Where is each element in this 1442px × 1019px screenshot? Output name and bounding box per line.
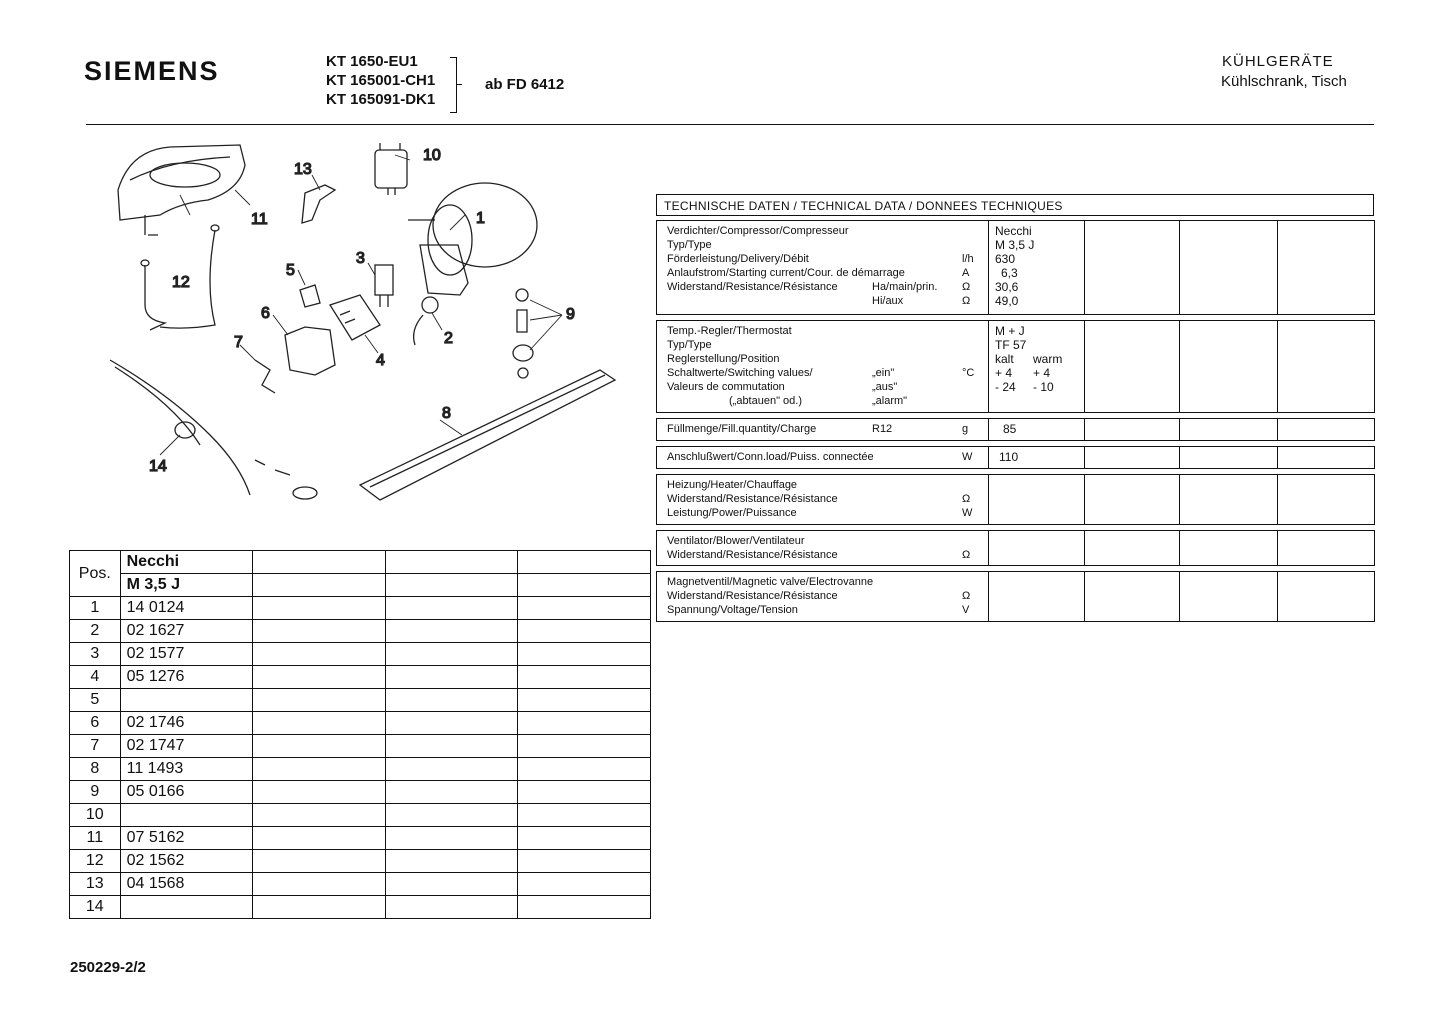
part-number-cell: 02 1747 — [120, 735, 253, 758]
feet-drawing — [513, 289, 533, 378]
callout-label: 10 — [423, 147, 441, 164]
pos-cell: 14 — [70, 896, 121, 919]
parts-row — [70, 712, 651, 735]
part-number-cell — [120, 804, 253, 827]
serial-range: ab FD 6412 — [485, 76, 565, 93]
model-list — [326, 52, 435, 109]
part-number-cell — [120, 689, 253, 712]
pos-cell: 13 — [70, 873, 121, 896]
clip-drawing — [302, 185, 335, 223]
callout-label: 2 — [444, 330, 453, 347]
parts-header-row — [70, 551, 651, 574]
pos-cell: 2 — [70, 620, 121, 643]
document-id: 250229-2/2 — [70, 959, 146, 976]
cover-drawing — [285, 327, 335, 375]
exploded-parts-diagram — [90, 135, 650, 530]
parts-row — [70, 781, 651, 804]
tech-blower-block: Ventilator/Blower/Ventilateur Widerstand/Resistance/Résistance Ω — [656, 530, 1375, 566]
pos-cell: 11 — [70, 827, 121, 850]
tech-row: Anlaufstrom/Starting current/Cour. de démarrage A — [667, 267, 970, 279]
overload-drawing — [330, 295, 380, 340]
callout-label: 3 — [356, 250, 365, 267]
part-number-cell: 11 1493 — [120, 758, 253, 781]
callout-label: 6 — [261, 305, 270, 322]
tech-valve-block: Magnetventil/Magnetic valve/Electrovanne Widerstand/Resistance/Résistance Ω Spannung/Voltage/Tension V — [656, 571, 1375, 622]
header-divider — [86, 124, 1374, 125]
pos-cell: 5 — [70, 689, 121, 712]
parts-row — [70, 643, 651, 666]
part-number-cell — [120, 896, 253, 919]
parts-row — [70, 597, 651, 620]
pos-cell: 9 — [70, 781, 121, 804]
brand-logo: SIEMENS — [84, 56, 220, 86]
tech-row: Förderleistung/Delivery/Débit l/h — [667, 253, 974, 265]
part-number-cell: 02 1746 — [120, 712, 253, 735]
tech-load-block: Anschlußwert/Conn.load/Puiss. connectée W 110 — [656, 446, 1375, 469]
callout-label: 14 — [149, 458, 167, 475]
parts-row — [70, 873, 651, 896]
tech-heater-block: Heizung/Heater/Chauffage Widerstand/Resistance/Résistance Ω Leistung/Power/Puissance W — [656, 474, 1375, 525]
pos-cell: 10 — [70, 804, 121, 827]
callout-label: 13 — [294, 161, 312, 178]
parts-row — [70, 804, 651, 827]
parts-row — [70, 735, 651, 758]
pos-cell: 1 — [70, 597, 121, 620]
pos-cell: 6 — [70, 712, 121, 735]
callout-label: 7 — [234, 334, 243, 351]
pos-cell: 7 — [70, 735, 121, 758]
callout-label: 1 — [476, 210, 485, 227]
model-item: KT 165001-CH1 — [326, 72, 436, 89]
tech-data-title: TECHNISCHE DATEN / TECHNICAL DATA / DONNEES TECHNIQUES — [656, 194, 1374, 216]
model-item: KT 165091-DK1 — [326, 91, 436, 108]
callout-label: 12 — [172, 274, 190, 291]
tech-row: Verdichter/Compressor/Compresseur — [667, 225, 849, 237]
parts-row — [70, 896, 651, 919]
parts-row — [70, 689, 651, 712]
pos-header: Pos. — [70, 551, 121, 597]
relay-drawing — [375, 265, 393, 307]
callout-label: 11 — [251, 211, 268, 228]
parts-row — [70, 666, 651, 689]
part-number-cell: 04 1568 — [120, 873, 253, 896]
part-number-cell: 02 1577 — [120, 643, 253, 666]
category-title: KÜHLGERÄTE — [1222, 53, 1334, 70]
leader-lines — [160, 155, 562, 455]
model-item: KT 1650-EU1 — [326, 53, 418, 70]
pos-cell: 4 — [70, 666, 121, 689]
cable-drawing — [110, 360, 317, 499]
part-number-cell: 14 0124 — [120, 597, 253, 620]
supplier-header: Necchi — [120, 551, 253, 574]
part-number-cell: 05 0166 — [120, 781, 253, 804]
tech-fill-block: Füllmenge/Fill.quantity/Charge R12 g 85 — [656, 418, 1375, 441]
tech-row: Typ/Type — [667, 239, 712, 251]
category-subtitle: Kühlschrank, Tisch — [1221, 73, 1347, 90]
part-number-cell: 02 1562 — [120, 850, 253, 873]
spring-drawing — [255, 360, 275, 393]
callout-label: 8 — [442, 405, 451, 422]
model-bracket — [450, 57, 457, 113]
pos-cell: 8 — [70, 758, 121, 781]
capacitor-drawing — [375, 143, 407, 195]
parts-table — [69, 550, 651, 919]
part-number-cell: 02 1627 — [120, 620, 253, 643]
callout-label: 9 — [566, 306, 575, 323]
tech-row: Widerstand/Resistance/Résistance Ha/main/prin. Ω — [667, 281, 971, 293]
callout-label: 5 — [286, 262, 295, 279]
model-header: M 3,5 J — [120, 574, 253, 597]
parts-row — [70, 850, 651, 873]
grommet-drawing — [414, 297, 438, 345]
compressor-drawing — [408, 183, 537, 295]
tech-compressor-block — [656, 220, 1375, 315]
parts-row — [70, 758, 651, 781]
rail-drawing — [360, 370, 615, 500]
model-bracket-tick — [456, 84, 462, 85]
tech-thermostat-block: Temp.-Regler/Thermostat Typ/Type Reglerstellung/Position Schaltwerte/Switching values/ „ein" °C Valeurs de commutation „aus" („abtauen" od.) „alarm" M + J TF 57 kalt warm + 4 + 4 - 24 - 10 — [656, 320, 1375, 413]
pos-cell: 12 — [70, 850, 121, 873]
callout-label: 4 — [376, 352, 385, 369]
drip-tray-drawing — [118, 145, 245, 235]
parts-row — [70, 620, 651, 643]
small-bracket-drawing — [300, 285, 320, 307]
tech-row: Hi/aux Ω — [872, 295, 971, 307]
parts-row — [70, 827, 651, 850]
pos-cell: 3 — [70, 643, 121, 666]
part-number-cell: 07 5162 — [120, 827, 253, 850]
parts-header-row — [70, 574, 651, 597]
part-number-cell: 05 1276 — [120, 666, 253, 689]
tech-value-column: Necchi M 3,5 J 630 6,3 30,6 49,0 — [989, 221, 1085, 314]
